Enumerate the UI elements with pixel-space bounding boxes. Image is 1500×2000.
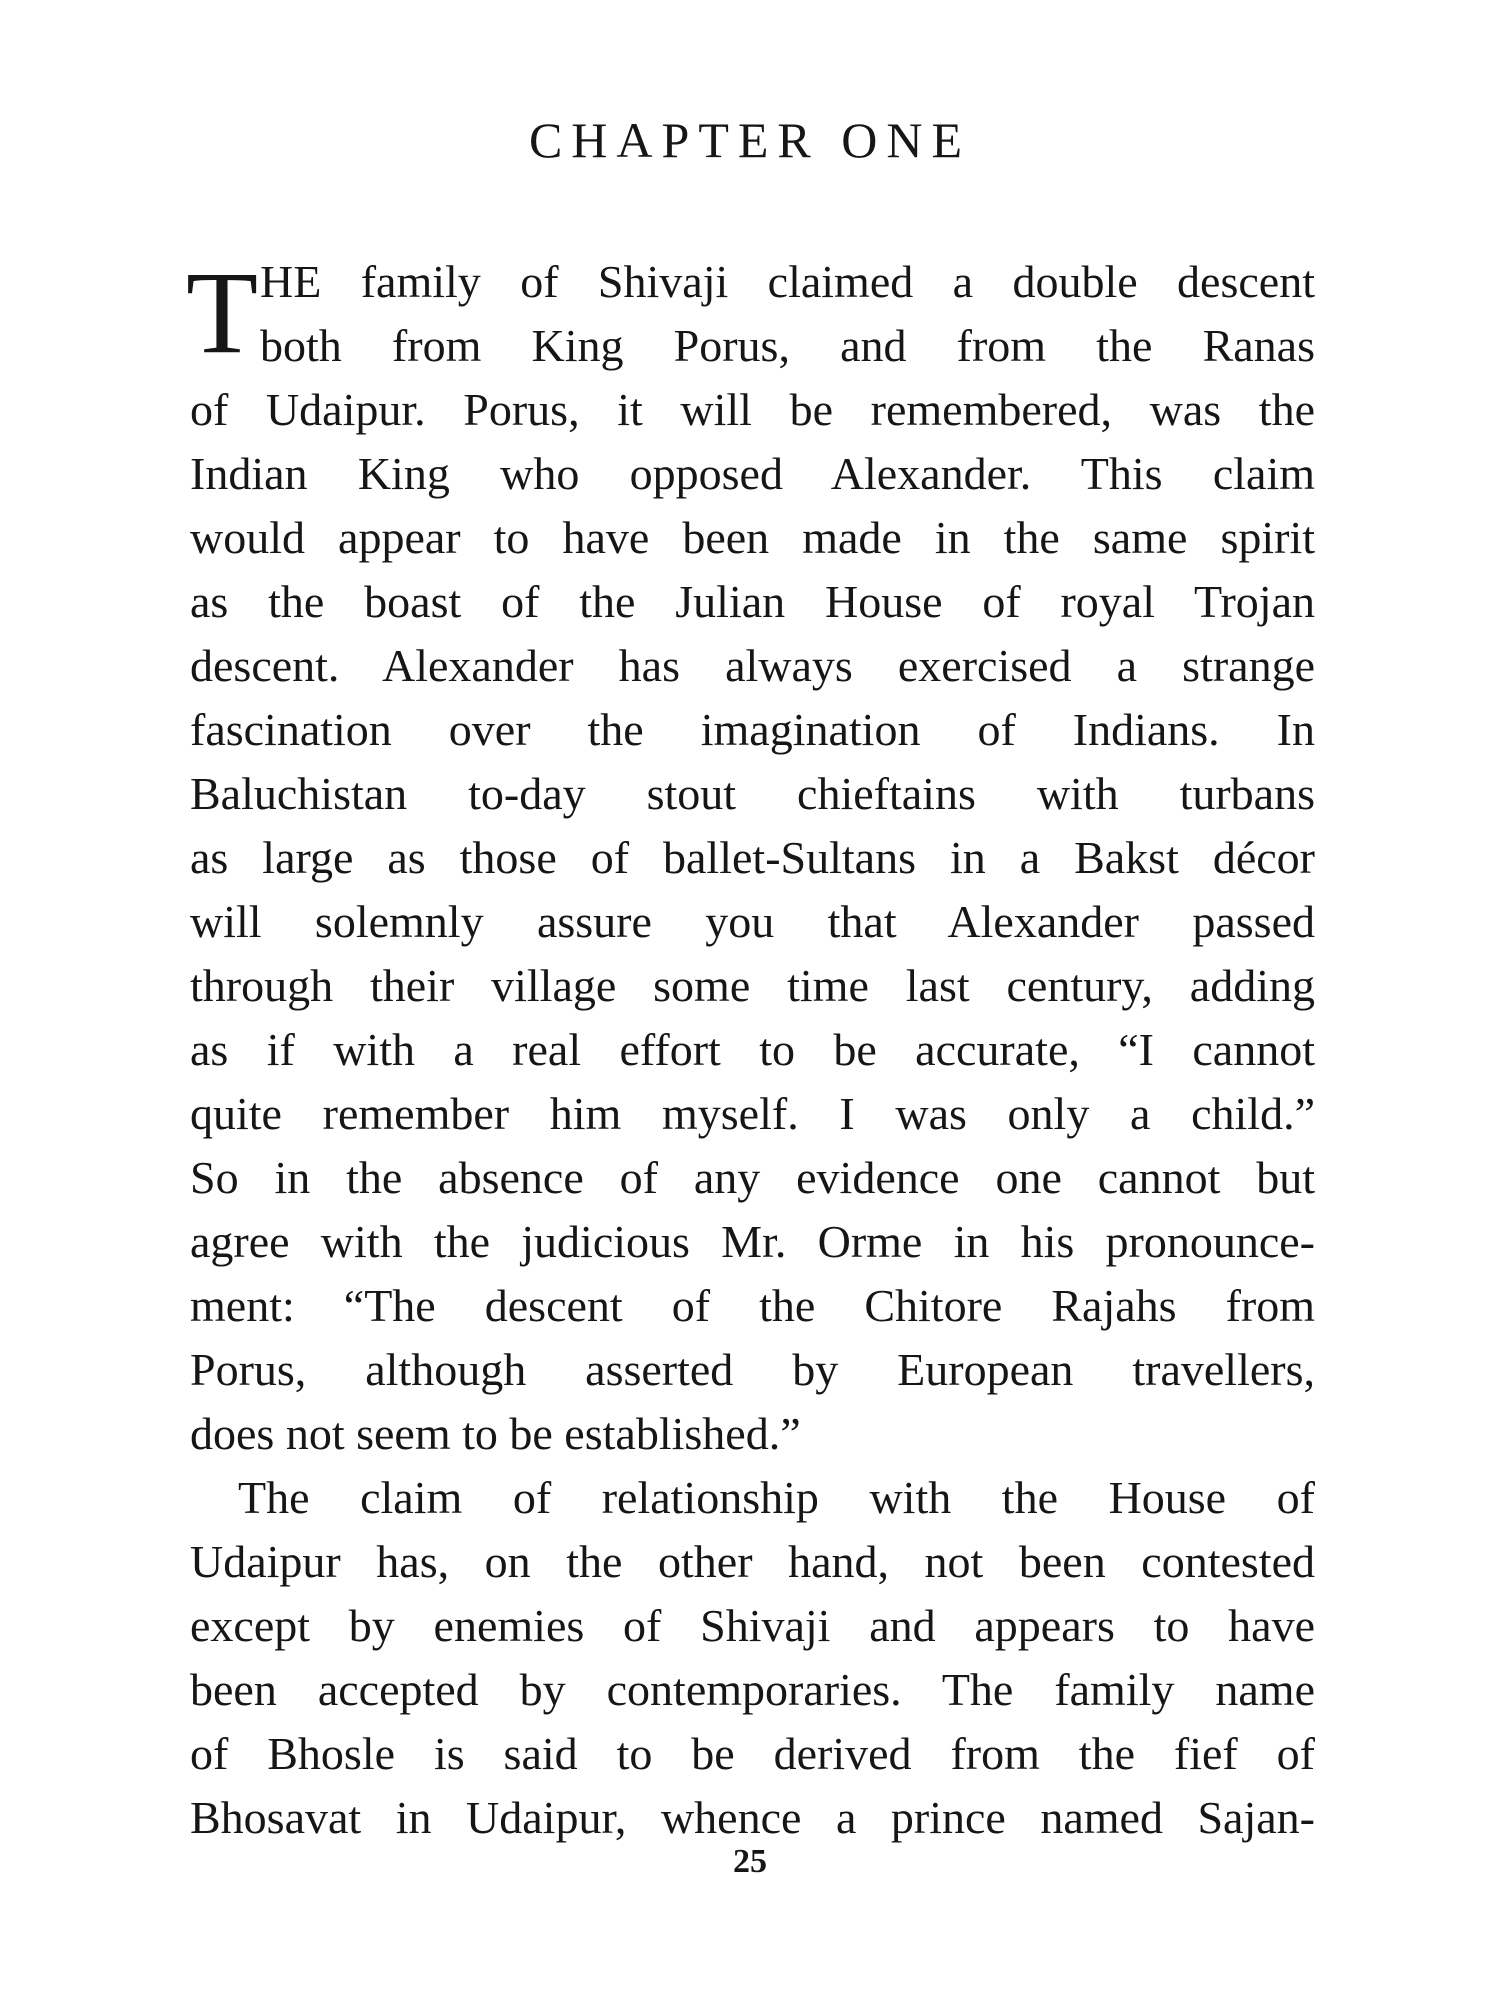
text-line: both from King Porus, and from the Ranas (260, 320, 1315, 371)
text-line: would appear to have been made in the same spirit (190, 512, 1315, 563)
text-line: Bhosavat in Udaipur, whence a prince named Sajan- (190, 1792, 1315, 1843)
text-line: as if with a real effort to be accurate, “I cannot (190, 1024, 1315, 1075)
text-line: Udaipur has, on the other hand, not been contested (190, 1536, 1315, 1587)
text-line: The claim of relationship with the House of (238, 1472, 1315, 1523)
text-line: fascination over the imagination of Indians. In (190, 704, 1315, 755)
text-line: as large as those of ballet-Sultans in a Bakst décor (190, 832, 1315, 883)
text-line: will solemnly assure you that Alexander passed (190, 896, 1315, 947)
text-line: of Udaipur. Porus, it will be remembered, was the (190, 384, 1315, 435)
text-line: Baluchistan to-day stout chieftains with turbans (190, 768, 1315, 819)
text-line: descent. Alexander has always exercised a strange (190, 640, 1315, 691)
text-line: agree with the judicious Mr. Orme in his pronounce- (190, 1216, 1315, 1267)
text-line: except by enemies of Shivaji and appears to have (190, 1600, 1315, 1651)
text-line: HE family of Shivaji claimed a double descent (260, 256, 1315, 307)
text-line: quite remember him myself. I was only a child.” (190, 1088, 1315, 1139)
text-line: does not seem to be established.” (190, 1408, 801, 1459)
text-line: So in the absence of any evidence one cannot but (190, 1152, 1315, 1203)
text-line: through their village some time last century, adding (190, 960, 1315, 1011)
chapter-title: CHAPTER ONE (528, 112, 972, 168)
page-number: 25 (733, 1843, 767, 1880)
text-line: of Bhosle is said to be derived from the fief of (190, 1728, 1315, 1779)
text-line: Indian King who opposed Alexander. This claim (190, 448, 1315, 499)
text-line: Porus, although asserted by European travellers, (190, 1344, 1315, 1395)
text-line: as the boast of the Julian House of royal Trojan (190, 576, 1315, 627)
text-line: ment: “The descent of the Chitore Rajahs from (190, 1280, 1315, 1331)
text-line: been accepted by contemporaries. The family name (190, 1664, 1315, 1715)
drop-cap: T (186, 247, 259, 378)
